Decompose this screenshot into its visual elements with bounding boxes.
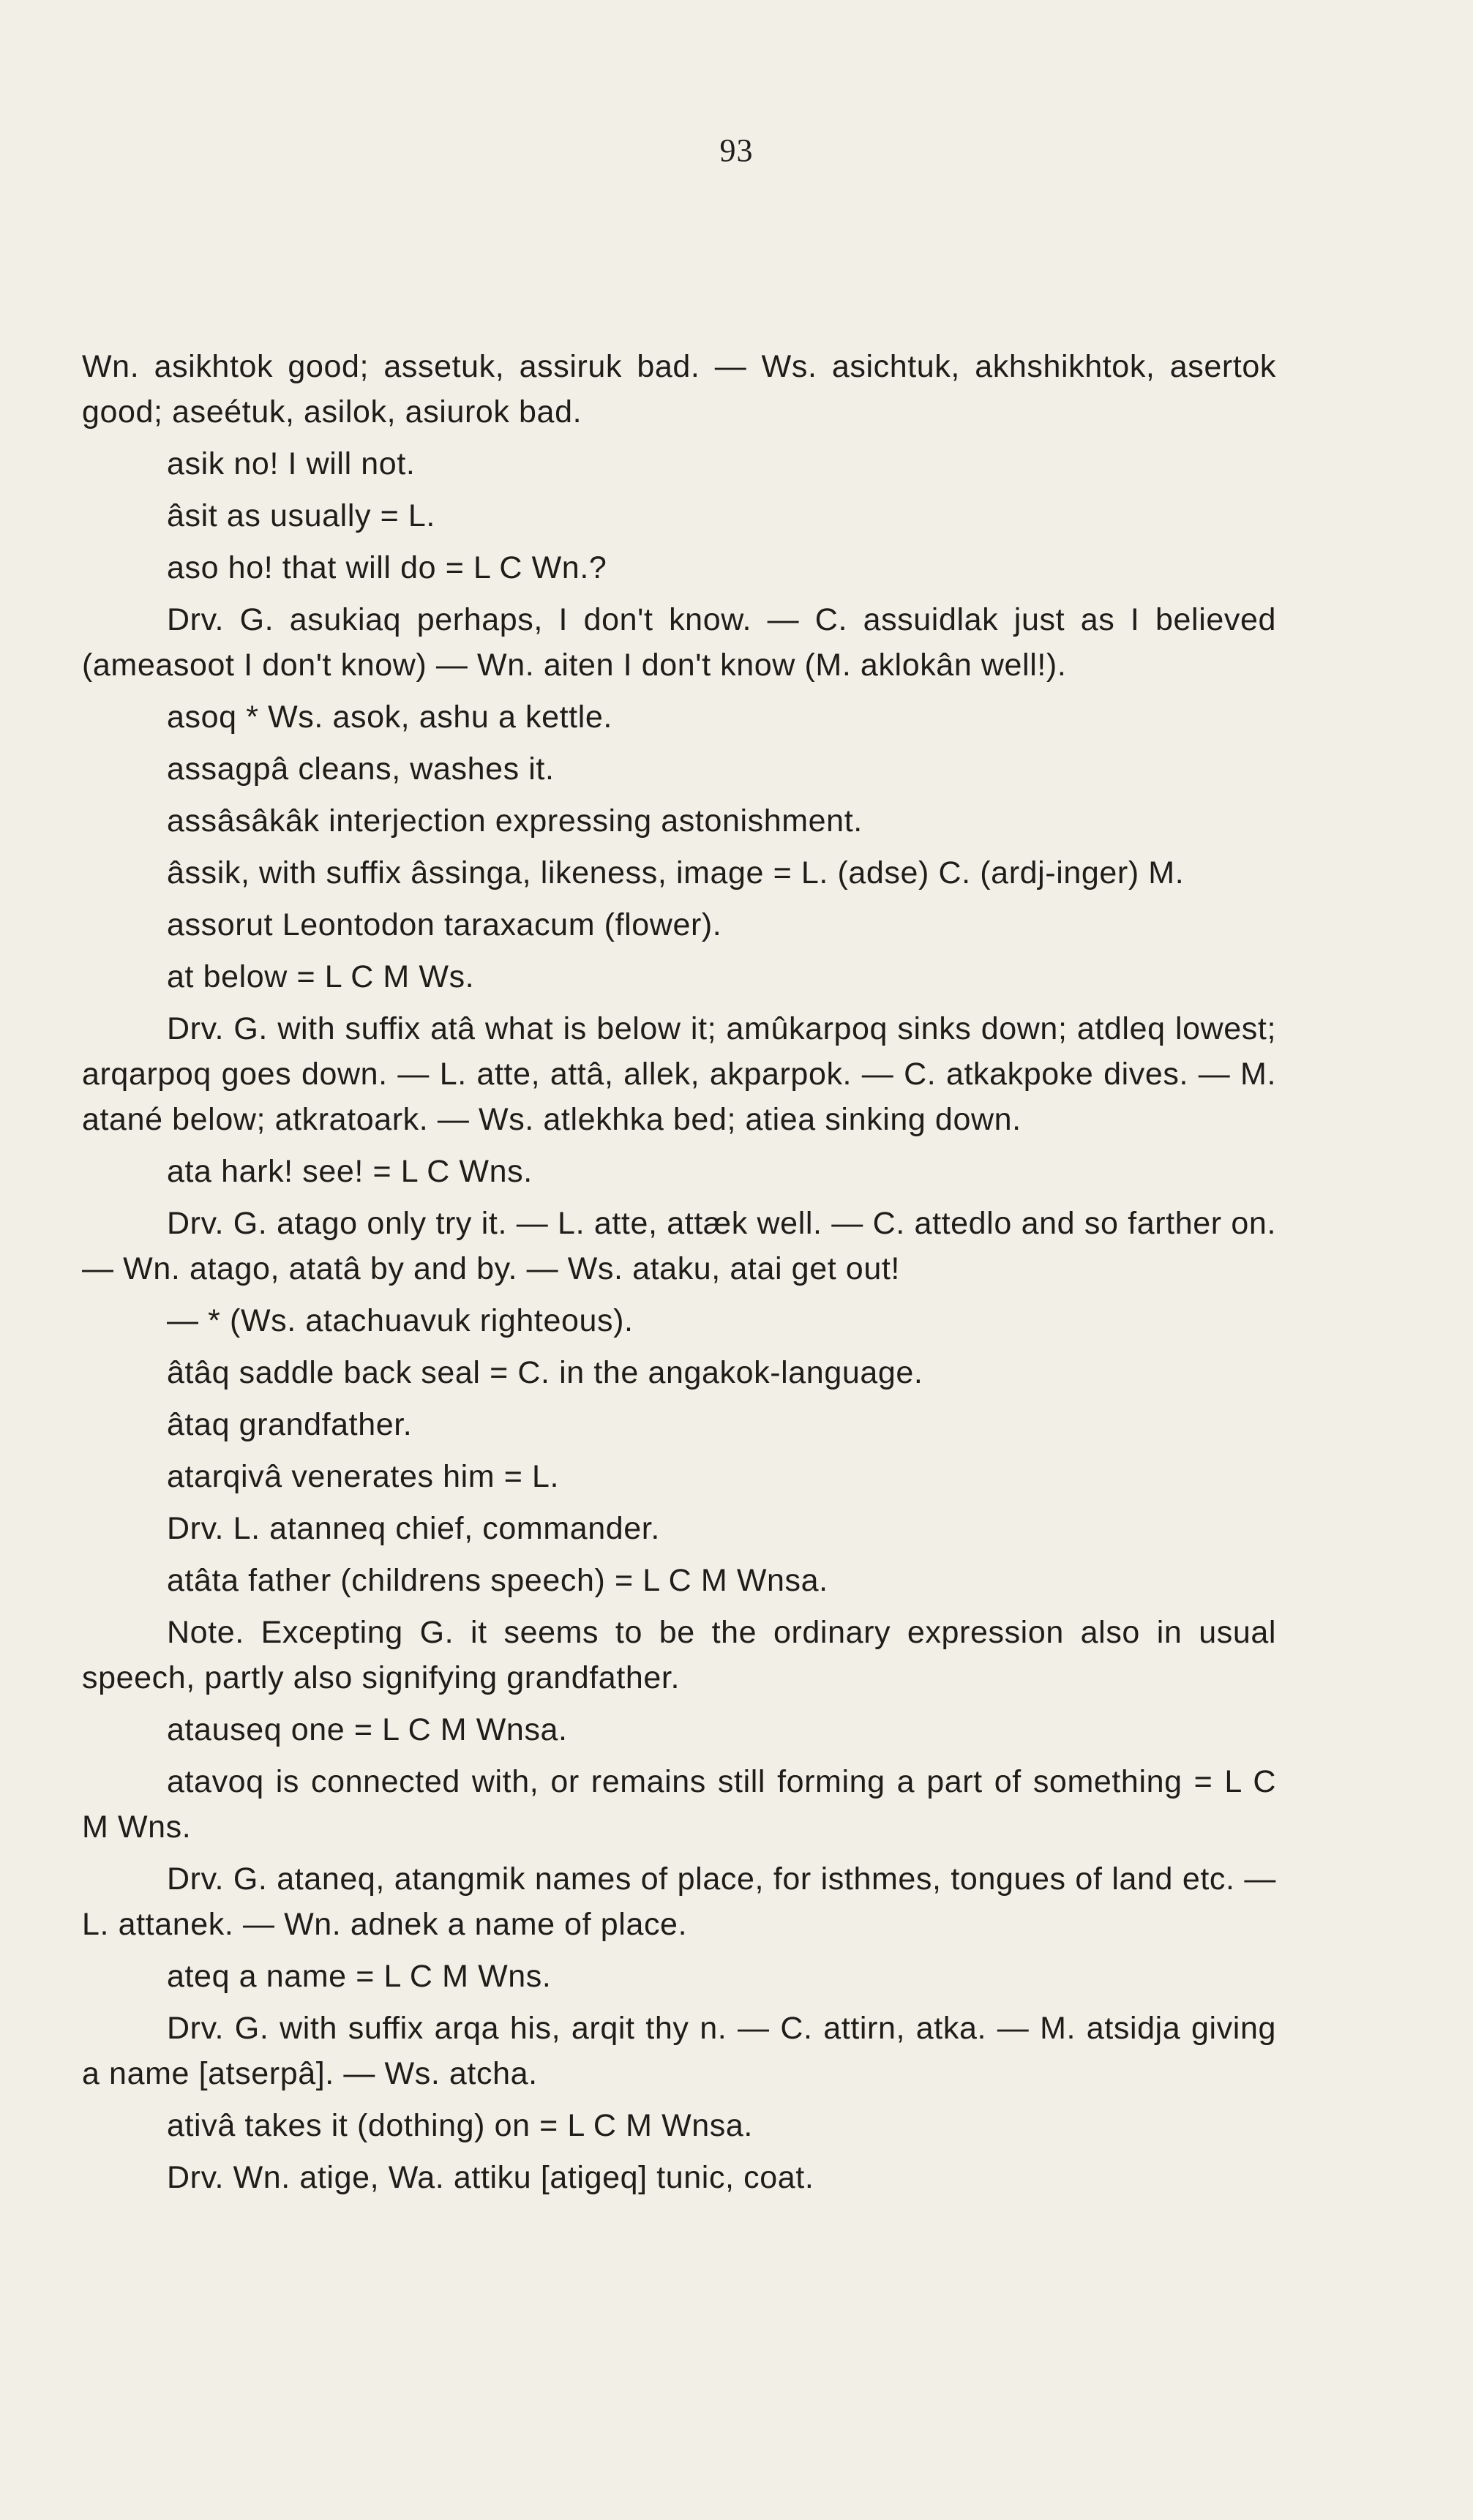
entry-atavoq: atavoq is connected with, or remains still forming a part of something = L C M Wns. xyxy=(82,1764,1276,1845)
entry-assagpa: assagpâ cleans, washes it. xyxy=(167,751,555,787)
entry-ativa: ativâ takes it (dothing) on = L C M Wnsa. xyxy=(167,2108,753,2143)
entry-atarqiva: atarqivâ venerates him = L. xyxy=(167,1459,560,1494)
entry-asik: asik no! I will not. xyxy=(167,446,416,481)
entry-atauseq: atauseq one = L C M Wnsa. xyxy=(167,1712,568,1747)
entry-assorut: assorut Leontodon taraxacum (flower). xyxy=(167,907,722,942)
entry-aso-derivatives: Drv. G. asukiaq perhaps, I don't know. — C. assuidlak just as I believed (ameasoot I don't know) — Wn. aiten I don't know (M. aklokân well!). xyxy=(82,602,1276,683)
entry-ateq: ateq a name = L C M Wns. xyxy=(167,1959,552,1994)
entry-ativa-derivatives: Drv. Wn. atige, Wa. attiku [atigeq] tunic, coat. xyxy=(167,2160,814,2195)
entry-asit: âsit as usually = L. xyxy=(167,498,435,533)
entry-ateq-derivatives: Drv. G. with suffix arqa his, arqit thy n. — C. attirn, atka. — M. atsidja giving a name [atserpâ]. — Ws. atcha. xyxy=(82,2011,1276,2091)
entry-assasakak: assâsâkâk interjection expressing astonishment. xyxy=(167,803,863,839)
dictionary-entries xyxy=(82,344,1276,2207)
entry-ata-derivatives: Drv. G. atago only try it. — L. atte, attæk well. — C. attedlo and so farther on. — Wn. atago, atatâ by and by. — Ws. ataku, atai get out! xyxy=(82,1206,1276,1286)
entry-asoq: asoq * Ws. asok, ashu a kettle. xyxy=(167,700,612,735)
entry-aso: aso ho! that will do = L C Wn.? xyxy=(167,550,607,585)
entry-atarqiva-derivatives: Drv. L. atanneq chief, commander. xyxy=(167,1511,660,1546)
entry-ata: ata hark! see! = L C Wns. xyxy=(167,1154,533,1189)
entry-asikhtok: Wn. asikhtok good; assetuk, assiruk bad. — Ws. asichtuk, akhshikhtok, asertok good; aseétuk, asilok, asiurok bad. xyxy=(82,349,1276,430)
entry-ataq-grandfather: âtaq grandfather. xyxy=(167,1407,413,1442)
entry-assik: âssik, with suffix âssinga, likeness, image = L. (adse) C. (ardj-inger) M. xyxy=(167,855,1185,890)
entry-ataq-seal: âtâq saddle back seal = C. in the angakok-language. xyxy=(167,1355,923,1390)
page-number: 93 xyxy=(719,132,754,168)
entry-at: at below = L C M Ws. xyxy=(167,959,475,994)
entry-at-derivatives: Drv. G. with suffix atâ what is below it; amûkarpoq sinks down; atdleq lowest; arqarpoq goes down. — L. atte, attâ, allek, akparpok. — C. atkakpoke dives. — M. atané below; atkratoark. — Ws. atlekhka bed; atiea sinking down. xyxy=(82,1011,1276,1137)
entry-atata: atâta father (childrens speech) = L C M Wnsa. xyxy=(167,1563,828,1598)
entry-atachuavuk: — * (Ws. atachuavuk righteous). xyxy=(167,1303,634,1338)
entry-atata-note: Note. Excepting G. it seems to be the ordinary expression also in usual speech, partly also signifying grandfather. xyxy=(82,1615,1276,1695)
entry-atavoq-derivatives: Drv. G. ataneq, atangmik names of place, for isthmes, tongues of land etc. — L. attanek. — Wn. adnek a name of place. xyxy=(82,1861,1276,1942)
